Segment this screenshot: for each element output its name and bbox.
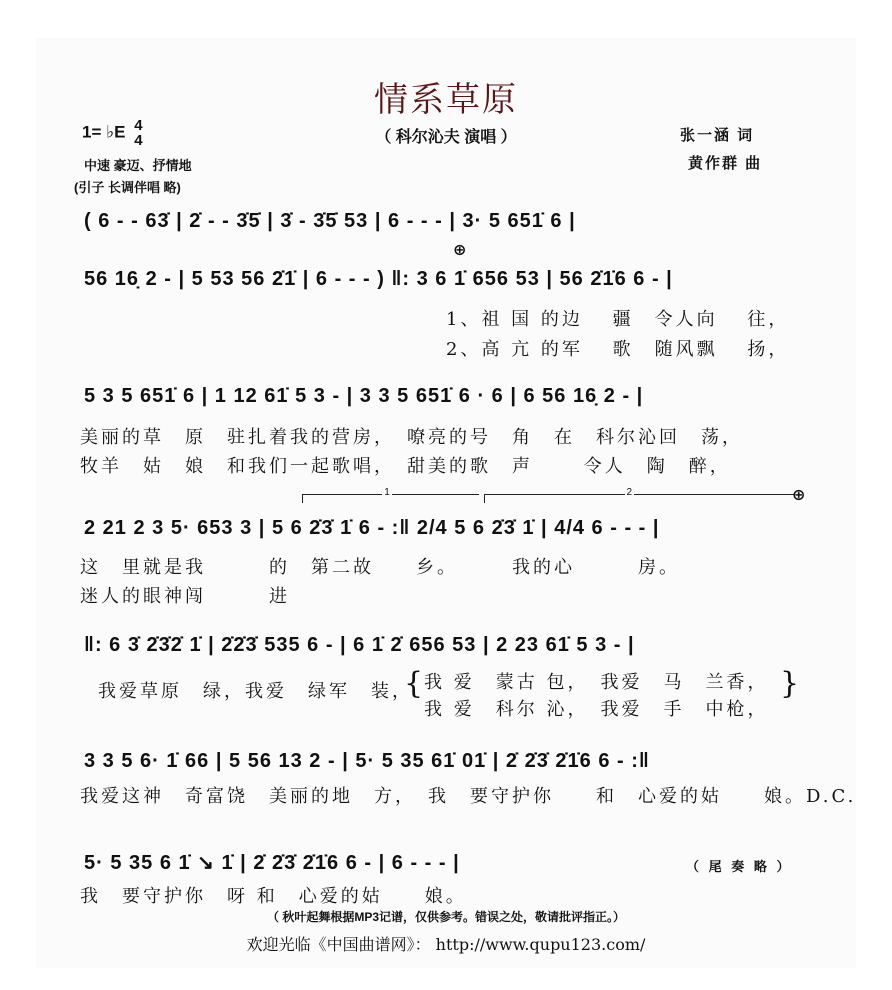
volta-2-number: 2 bbox=[626, 487, 633, 498]
lyrics-line-2-verse-1: 1、祖 国 的边 疆 令人向 往， bbox=[446, 309, 790, 330]
lyrics-line-5-chorus-a: 我 爱 蒙古 包， 我爱 马 兰香， bbox=[424, 672, 769, 693]
score-line-2: 56 16̣ 2 - | 5 53 56 2̇1̇ | 6 - - - ) ‖: 3 6 1̇ 656 53 | 56 2̇1̇6 6 - | bbox=[84, 268, 673, 290]
score-line-1: ( 6 - - 63̇ | 2̇ - - 3̇5̇ | 3̇ - 3̇5̇ 53 | 6 - - - | 3· 5 651̇ 6 | bbox=[84, 210, 576, 232]
time-signature bbox=[134, 118, 142, 148]
key-label: 1= ♭E bbox=[82, 122, 126, 142]
transcriber-note: （ 秋叶起舞根据MP3记谱，仅供参考。错误之处，敬请批评指正。） bbox=[266, 910, 625, 924]
right-brace: } bbox=[780, 666, 800, 701]
lyrics-line-3-verse-1: 美丽的草 原 驻扎着我的营房， 嘹亮的号 角 在 科尔沁回 荡， bbox=[80, 427, 743, 448]
lyrics-line-3-verse-2: 牧羊 姑 娘 和我们一起歌唱， 甜美的歌 声 令人 陶 醉， bbox=[80, 456, 731, 477]
score-line-5: ‖: 6 3̇ 2̇3̇2̇ 1̇ | 2̇2̇3̇ 535 6 - | 6 1̇ 2̇ 656 53 | 2 23 61̇ 5 3 - | bbox=[84, 634, 635, 656]
score-line-4: 2 21 2 3 5· 653 3 | 5 6 2̇3̇ 1̇ 6 - :‖ 2/4 5 6 2̇3̇ 1̇ | 4/4 6 - - - | bbox=[84, 517, 660, 539]
lyrics-line-7: 我 要守护你 呀 和 心爱的姑 娘。 bbox=[80, 886, 467, 907]
coda-sign-icon: ⊕ bbox=[792, 487, 806, 504]
lyrics-line-2-verse-2: 2、高 亢 的军 歌 随风飘 扬， bbox=[446, 339, 790, 360]
left-brace: { bbox=[404, 666, 424, 701]
volta-1-number: 1 bbox=[384, 487, 390, 498]
volta-1-bracket bbox=[302, 487, 479, 503]
song-title: 情系草原 bbox=[374, 80, 518, 120]
tempo-marking: 中速 豪迈、抒情地 bbox=[84, 158, 192, 173]
site-link[interactable]: 欢迎光临《中国曲谱网》： http://www.qupu123.com/ bbox=[246, 935, 646, 954]
performer: （ 科尔沁夫 演唱 ） bbox=[375, 129, 517, 146]
lyricist: 张一涵 词 bbox=[680, 127, 755, 144]
time-bottom: 4 bbox=[134, 132, 143, 149]
volta-2-bracket bbox=[484, 487, 795, 503]
lyrics-line-4-verse-2: 迷人的眼神闯 进 bbox=[80, 586, 290, 607]
score-line-7: 5· 5 35 6 1̇ ↘ 1̇ | 2̇ 2̇3̇ 2̇1̇6 6 - | 6 - - - | bbox=[84, 852, 460, 874]
intro-note: (引子 长调伴唱 略) bbox=[74, 180, 181, 195]
score-line-6: 3 3 5 6· 1̇ 66 | 5 56 13 2 - | 5· 5 35 61̇ 01̇ | 2̇ 2̇3̇ 2̇1̇6 6 - :‖ bbox=[84, 750, 650, 772]
key-signature bbox=[82, 118, 143, 148]
outro-note: （ 尾 奏 略 ） bbox=[686, 859, 793, 874]
score-line-3: 5 3 5 651̇ 6 | 1 12 61̇ 5 3 - | 3 3 5 651̇ 6 · 6 | 6 56 16̣ 2 - | bbox=[84, 385, 644, 407]
lyrics-line-6: 我爱这神 奇富饶 美丽的地 方， 我 要守护你 和 心爱的姑 娘。D.C. bbox=[80, 786, 857, 807]
time-top: 4 bbox=[134, 117, 143, 134]
composer: 黄作群 曲 bbox=[688, 155, 763, 172]
lyrics-line-5-verse: 我爱草原 绿，我爱 绿军 装， bbox=[98, 681, 413, 702]
lyrics-line-4-verse-1: 这 里就是我 的 第二故 乡。 我的心 房。 bbox=[80, 557, 680, 578]
coda-sign-icon: ⊕ bbox=[453, 242, 467, 259]
lyrics-line-5-chorus-b: 我 爱 科尔 沁， 我爱 手 中枪， bbox=[424, 699, 769, 720]
